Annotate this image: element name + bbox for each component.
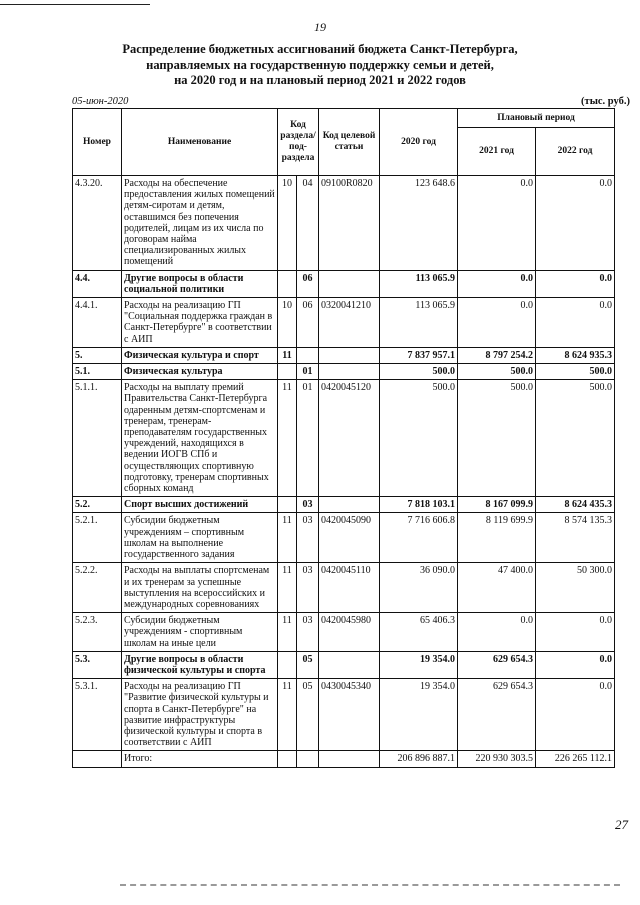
row-target-code: 0420045120 [319,380,380,497]
total-2020: 206 896 887.1 [380,751,458,767]
total-empty-cell [73,751,122,767]
row-number: 5.2. [73,497,122,513]
row-value-2020: 19 354.0 [380,651,458,678]
row-subsection-code: 03 [297,497,319,513]
row-value-2020: 7 837 957.1 [380,347,458,363]
row-value-2021: 629 654.3 [458,679,536,751]
header-target-code: Код целевой статьи [319,109,380,176]
row-value-2022: 0.0 [536,270,615,297]
row-name: Физическая культура и спорт [122,347,278,363]
row-subsection-code: 05 [297,679,319,751]
row-target-code: 0320041210 [319,298,380,348]
row-subsection-code: 06 [297,298,319,348]
top-rule [0,4,150,5]
document-title [60,42,580,89]
row-name: Расходы на выплату премий Правительства Санкт-Петербурга одаренным детям-спортсменам и тренерам, тренерам-преподавателям государственных учреждений, находящихся в ведении ИОГВ СПб и осуществляющих спортивную подготовку, тренерам спортивных сборных команд [122,380,278,497]
header-section-code: Код раздела/ под-раздела [278,109,319,176]
total-2021: 220 930 303.5 [458,751,536,767]
row-value-2022: 0.0 [536,651,615,678]
total-empty-cell [278,751,297,767]
row-section-code [278,651,297,678]
row-section-code: 11 [278,613,297,652]
row-section-code [278,270,297,297]
row-value-2020: 113 065.9 [380,298,458,348]
row-name: Расходы на реализацию ГП "Социальная поддержка граждан в Санкт-Петербурге" в соответствии с АИП [122,298,278,348]
row-value-2021: 629 654.3 [458,651,536,678]
total-empty-cell [319,751,380,767]
row-target-code: 0420045090 [319,513,380,563]
table-row [73,298,615,348]
row-subsection-code: 03 [297,513,319,563]
row-target-code: 09100R0820 [319,176,380,271]
row-section-code: 11 [278,347,297,363]
row-subsection-code: 03 [297,563,319,613]
row-value-2021: 47 400.0 [458,563,536,613]
header-2022: 2022 год [536,128,615,176]
row-value-2022: 8 624 935.3 [536,347,615,363]
row-name: Расходы на реализацию ГП "Развитие физической культуры и спорта в Санкт-Петербурге" на развитие инфраструктуры физической культуры и спорта в соответствии с АИП [122,679,278,751]
row-name: Расходы на обеспечение предоставления жилых помещений детям-сиротам и детям, оставшимся без попечения родителей, лицам из их числа по договорам найма специализированных жилых помещений [122,176,278,271]
row-subsection-code [297,347,319,363]
row-value-2021: 0.0 [458,298,536,348]
row-section-code [278,364,297,380]
header-name: Наименование [122,109,278,176]
row-value-2020: 7 818 103.1 [380,497,458,513]
table-row [73,563,615,613]
row-subsection-code: 06 [297,270,319,297]
table-row [73,176,615,271]
units-label: (тыс. руб.) [581,96,630,107]
title-line-2: направляемых на государственную поддержку семьи и детей, [146,57,494,72]
total-label: Итого: [122,751,278,767]
row-number: 5.2.3. [73,613,122,652]
row-number: 5. [73,347,122,363]
row-number: 4.3.20. [73,176,122,271]
total-2022: 226 265 112.1 [536,751,615,767]
row-target-code [319,347,380,363]
row-number: 5.2.2. [73,563,122,613]
row-subsection-code: 03 [297,613,319,652]
table-row [73,679,615,751]
row-target-code [319,270,380,297]
row-section-code: 11 [278,679,297,751]
row-section-code: 10 [278,298,297,348]
title-line-3: на 2020 год и на плановый период 2021 и 2022 годов [174,73,466,87]
row-name: Субсидии бюджетным учреждениям – спортивным школам на выполнение государственного задания [122,513,278,563]
row-value-2022: 8 574 135.3 [536,513,615,563]
row-number: 4.4.1. [73,298,122,348]
row-number: 5.1.1. [73,380,122,497]
row-section-code [278,497,297,513]
row-target-code [319,497,380,513]
row-value-2022: 500.0 [536,364,615,380]
row-target-code [319,651,380,678]
row-value-2022: 50 300.0 [536,563,615,613]
header-number: Номер [73,109,122,176]
table-row [73,380,615,497]
row-number: 5.3.1. [73,679,122,751]
row-value-2020: 65 406.3 [380,613,458,652]
table-row [73,364,615,380]
row-value-2021: 8 119 699.9 [458,513,536,563]
page-number: 19 [314,20,326,34]
row-value-2021: 8 167 099.9 [458,497,536,513]
row-target-code: 0430045340 [319,679,380,751]
row-name: Спорт высших достижений [122,497,278,513]
row-value-2020: 7 716 606.8 [380,513,458,563]
row-subsection-code: 01 [297,364,319,380]
row-subsection-code: 04 [297,176,319,271]
row-value-2022: 0.0 [536,298,615,348]
row-number: 5.3. [73,651,122,678]
row-value-2021: 500.0 [458,364,536,380]
row-value-2021: 0.0 [458,613,536,652]
row-value-2022: 0.0 [536,176,615,271]
row-section-code: 11 [278,380,297,497]
row-target-code [319,364,380,380]
total-row [73,751,615,767]
row-value-2021: 0.0 [458,176,536,271]
row-number: 5.2.1. [73,513,122,563]
row-target-code: 0420045110 [319,563,380,613]
budget-table [72,108,615,768]
row-value-2020: 36 090.0 [380,563,458,613]
table-row [73,270,615,297]
row-name: Другие вопросы в области социальной политики [122,270,278,297]
row-value-2020: 113 065.9 [380,270,458,297]
row-value-2021: 8 797 254.2 [458,347,536,363]
title-line-1: Распределение бюджетных ассигнований бюджета Санкт-Петербурга, [122,42,518,56]
row-name: Физическая культура [122,364,278,380]
document-date: 05-июн-2020 [72,96,129,107]
row-section-code: 11 [278,513,297,563]
row-number: 5.1. [73,364,122,380]
row-value-2022: 8 624 435.3 [536,497,615,513]
table-body [73,176,615,751]
handwritten-mark: 27 [615,817,628,832]
row-number: 4.4. [73,270,122,297]
bottom-rule [120,884,620,886]
row-value-2021: 500.0 [458,380,536,497]
table-row [73,497,615,513]
table-row [73,513,615,563]
row-subsection-code: 01 [297,380,319,497]
row-name: Расходы на выплаты спортсменам и их тренерам за успешные выступления на всероссийских и международных соревнованиях [122,563,278,613]
header-planned-period: Плановый период [458,109,615,128]
row-target-code: 0420045980 [319,613,380,652]
row-value-2020: 123 648.6 [380,176,458,271]
row-value-2022: 0.0 [536,613,615,652]
row-section-code: 10 [278,176,297,271]
row-value-2022: 500.0 [536,380,615,497]
row-name: Другие вопросы в области физической культуры и спорта [122,651,278,678]
row-subsection-code: 05 [297,651,319,678]
row-value-2022: 0.0 [536,679,615,751]
row-name: Субсидии бюджетным учреждениям - спортивным школам на иные цели [122,613,278,652]
table-row [73,347,615,363]
total-empty-cell [297,751,319,767]
row-value-2020: 500.0 [380,364,458,380]
row-value-2020: 500.0 [380,380,458,497]
header-2020: 2020 год [380,109,458,176]
row-value-2020: 19 354.0 [380,679,458,751]
row-section-code: 11 [278,563,297,613]
header-2021: 2021 год [458,128,536,176]
table-row [73,613,615,652]
row-value-2021: 0.0 [458,270,536,297]
table-row [73,651,615,678]
